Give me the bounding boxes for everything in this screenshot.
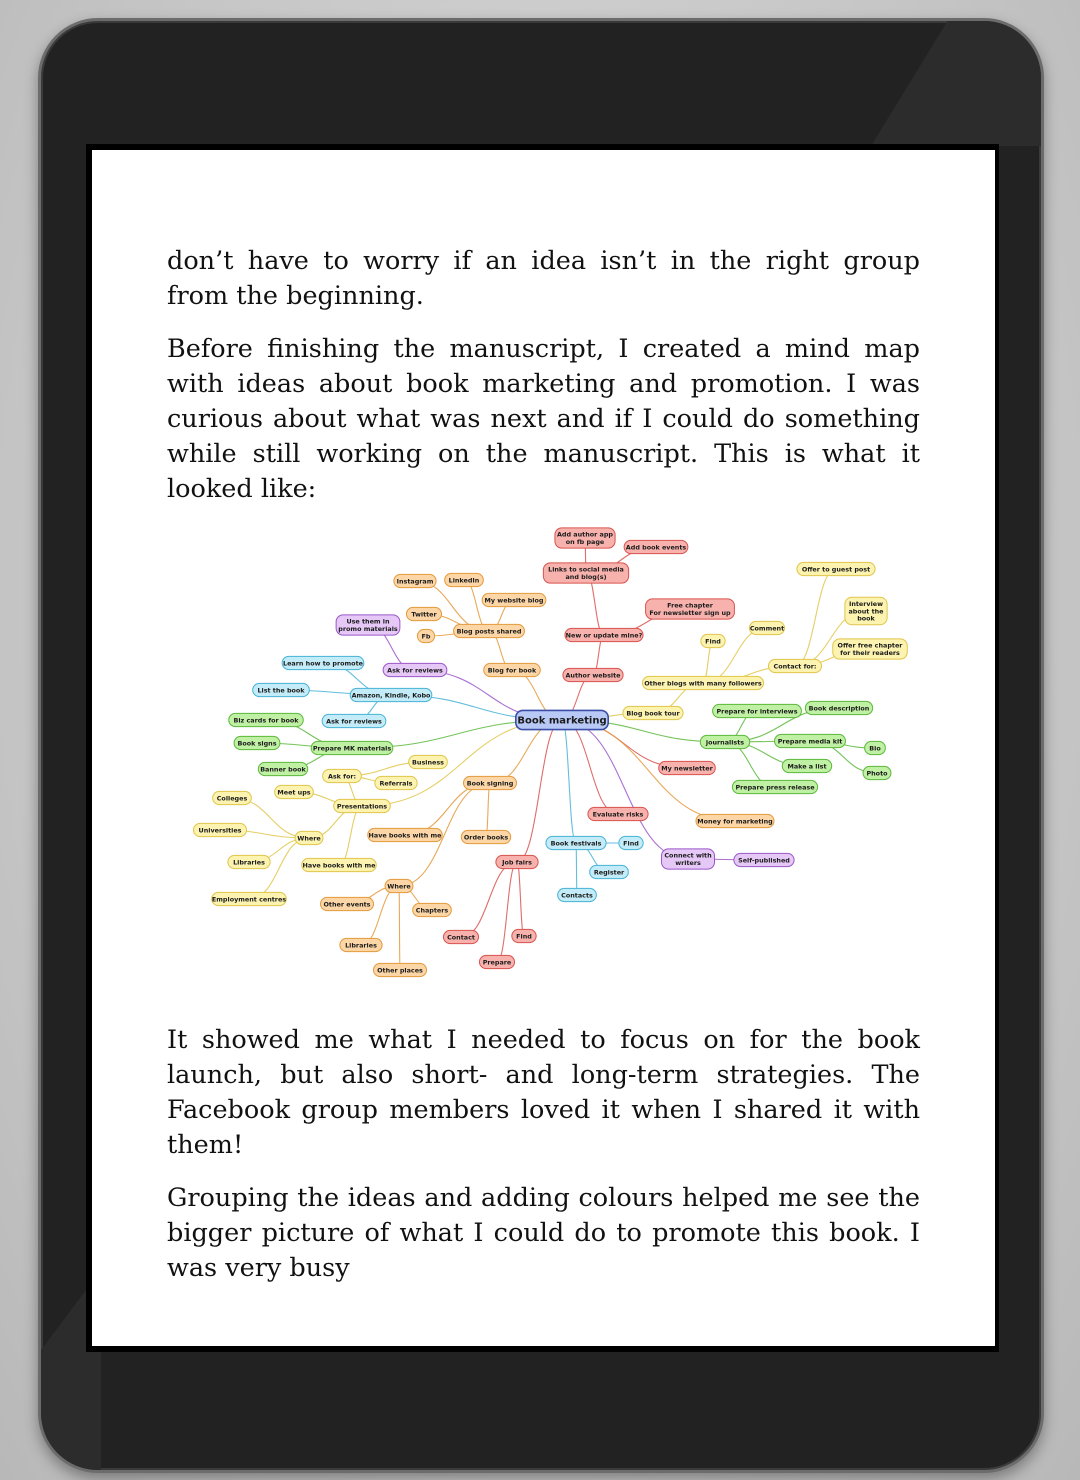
mind-map-node <box>212 892 287 905</box>
mind-map-node <box>661 849 714 869</box>
mind-map-node <box>563 668 623 681</box>
mind-map-node <box>701 634 725 647</box>
mind-map-node <box>619 836 643 849</box>
mind-map-node-label: Book signs <box>237 739 277 748</box>
mind-map-node <box>565 628 643 641</box>
mind-map-node-label: LinkedIn <box>448 576 480 585</box>
mind-map-node-label: Ask for reviews <box>387 666 443 675</box>
paragraph: Grouping the ideas and adding colours helped me see the bigger picture of what I could do to promote this book. I was very busy <box>167 1183 920 1283</box>
mind-map-node-label: Interview <box>848 600 884 609</box>
mind-map-node <box>234 736 280 749</box>
mind-map-node <box>336 615 400 635</box>
mind-map-node-label: Money for marketing <box>697 817 773 826</box>
mind-map-node <box>445 573 484 586</box>
mind-map-node <box>383 663 447 676</box>
mind-map-connector <box>486 783 490 837</box>
mind-map-node-label: Book signing <box>466 779 514 788</box>
mind-map-node-label: Contact for: <box>773 662 817 671</box>
mind-map-node <box>368 828 443 841</box>
mind-map-node <box>749 621 784 634</box>
mind-map-node-label: about the <box>848 607 884 616</box>
mind-map-node-label: Add book events <box>625 543 687 552</box>
mind-map-node <box>646 599 735 619</box>
mind-map-node <box>782 759 831 772</box>
mind-map-node-label: Other events <box>323 900 371 909</box>
mind-map-node-label: for their readers <box>840 648 900 657</box>
mind-map-node <box>193 823 246 836</box>
mind-map-node-label: Blog for book <box>487 666 537 675</box>
mind-map-node-label: Book marketing <box>517 715 607 727</box>
mind-map-node <box>516 710 608 729</box>
mind-map-node <box>768 659 821 672</box>
mind-map-node-label: Offer to guest post <box>801 565 871 574</box>
mind-map-node <box>282 656 364 669</box>
mind-map-node-label: Twitter <box>411 610 437 619</box>
mind-map-node <box>417 629 434 642</box>
mind-map-connector <box>415 581 489 631</box>
mind-map-node <box>350 688 432 701</box>
mind-map-node <box>213 791 252 804</box>
mind-map-node-label: Meet ups <box>277 788 311 797</box>
text-block-bottom <box>167 1023 920 1304</box>
mind-map-node <box>340 938 382 951</box>
mind-map-node <box>302 858 377 871</box>
mind-map-node-label: Prepare for interviews <box>716 707 798 716</box>
mind-map-node <box>443 930 478 943</box>
mind-map-node <box>642 676 763 689</box>
mind-map-node-label: Libraries <box>345 941 377 950</box>
mind-map-node <box>590 865 629 878</box>
mind-map-node <box>543 563 628 583</box>
mind-map-node-label: Presentations <box>336 802 388 811</box>
mind-map-connector <box>562 720 576 843</box>
mind-map-node <box>406 607 441 620</box>
tablet-screen <box>86 144 999 1352</box>
mind-map-node <box>253 683 310 696</box>
mind-map-node-label: Prepare MK materials <box>312 744 392 753</box>
mind-map-node-label: Libraries <box>233 858 265 867</box>
mind-map-figure <box>192 515 912 985</box>
mind-map-node-label: Blog posts shared <box>456 627 522 636</box>
mind-map-node-label: Where <box>297 834 321 843</box>
paragraph: It showed me what I needed to focus on for the book launch, but also short- and long-term strategies. The Facebook group members loved it when I shared it with them! <box>167 1025 920 1160</box>
mind-map-node-label: Links to social media <box>548 565 624 574</box>
mind-map-node <box>461 830 510 843</box>
mind-map-node-label: and blog(s) <box>565 572 607 581</box>
mind-map-node-label: Order books <box>463 833 509 842</box>
mind-map-node <box>373 963 426 976</box>
mind-map-node-label: Book description <box>808 704 870 713</box>
mind-map-node <box>659 761 716 774</box>
mind-map-node-label: Employment centres <box>211 895 287 904</box>
mind-map-node <box>558 888 597 901</box>
mind-map-node <box>375 776 417 789</box>
mind-map-node-label: Add author app <box>556 530 614 539</box>
mind-map-node <box>555 528 615 548</box>
mind-map-node-label: Where <box>387 882 411 891</box>
mind-map-node-label: Find <box>516 932 532 941</box>
mind-map-node-label: Register <box>593 868 625 877</box>
mind-map-node <box>833 639 908 659</box>
mind-map-node-label: Business <box>412 758 444 767</box>
mind-map-node <box>479 955 514 968</box>
mind-map-node <box>775 734 846 747</box>
mind-map-node <box>797 562 875 575</box>
mind-map-node <box>805 701 872 714</box>
mind-map-node-label: Connect with <box>664 851 712 860</box>
mind-map-node <box>484 663 541 676</box>
text-block-top <box>167 244 920 525</box>
paragraph: Before finishing the manuscript, I created a mind map with ideas about book marketing and promotion. I was curious about what was next and if I could do something while still working on the manuscript. This is what it looked like: <box>167 334 920 504</box>
mind-map-node <box>229 713 304 726</box>
mind-map-node <box>588 807 648 820</box>
mind-map-node <box>732 780 817 793</box>
mind-map-node-label: Instagram <box>396 577 434 586</box>
mind-map-node-label: Referrals <box>379 779 413 788</box>
mind-map-node <box>320 897 373 910</box>
mind-map-node <box>334 799 391 812</box>
mind-map-node-label: journalists <box>705 738 745 747</box>
mind-map-node-label: Prepare media kit <box>777 737 843 746</box>
mind-map-node-label: Ask for: <box>327 772 357 781</box>
mind-map-node-label: Ask for reviews <box>326 717 382 726</box>
mind-map-node-label: Offer free chapter <box>837 641 903 650</box>
mind-map-node-label: Comment <box>749 624 785 633</box>
mind-map-node <box>394 574 436 587</box>
mind-map-nodes <box>193 528 907 977</box>
mind-map-node <box>385 879 413 892</box>
mind-map-node-label: Other blogs with many followers <box>644 679 762 688</box>
mind-map-node <box>482 593 546 606</box>
mind-map-node-label: Bio <box>869 744 881 753</box>
mind-map-node-label: Have books with me <box>368 831 442 840</box>
mind-map-node-label: Self-published <box>738 856 790 865</box>
mind-map-node-label: Learn how to promote <box>283 659 363 668</box>
ebook-page[interactable] <box>92 150 995 1346</box>
mind-map-node-label: Biz cards for book <box>233 716 299 725</box>
mind-map-node <box>845 597 887 625</box>
mind-map-connector <box>576 843 577 895</box>
mind-map-connector <box>517 862 524 936</box>
mind-map-node <box>734 853 794 866</box>
mind-map-node-label: Chapters <box>415 906 449 915</box>
mind-map-node <box>228 855 270 868</box>
mind-map-node-label: Universities <box>198 826 242 835</box>
tablet-device <box>38 18 1044 1473</box>
mind-map-node-label: Banner book <box>260 765 306 774</box>
mind-map-node-label: on fb page <box>565 537 605 546</box>
mind-map-node <box>496 855 538 868</box>
mind-map-connector <box>361 886 399 945</box>
mind-map-node <box>623 706 683 719</box>
mind-map-node-label: Contacts <box>561 891 593 900</box>
mind-map-node-label: Find <box>705 637 721 646</box>
mind-map-node-label: Prepare <box>482 958 512 967</box>
mind-map-node <box>624 540 688 553</box>
mind-map-node <box>409 755 448 768</box>
mind-map-connector <box>497 862 517 962</box>
mind-map-node-label: Colleges <box>216 794 248 803</box>
mind-map-node-label: Use them in <box>346 617 390 626</box>
mind-map-node-label: New or update mine? <box>565 631 643 640</box>
mind-map-node <box>275 785 314 798</box>
mind-map-node-label: For newsletter sign up <box>649 608 731 617</box>
mind-map-node-label: Evaluate risks <box>592 810 644 819</box>
mind-map-node <box>323 769 362 782</box>
mind-map-node <box>512 929 536 942</box>
mind-map-node <box>713 704 802 717</box>
mind-map-node <box>311 741 393 754</box>
mind-map-node-label: Fb <box>421 632 431 641</box>
mind-map-node <box>863 766 891 779</box>
mind-map-node-label: book <box>857 614 875 623</box>
mind-map-node-label: My website blog <box>484 596 544 605</box>
mind-map-connector <box>795 569 836 666</box>
mind-map-connector <box>399 886 400 970</box>
mind-map-node <box>454 624 525 637</box>
mind-map-node-label: Free chapter <box>667 601 713 610</box>
mind-map-node-label: Job fairs <box>502 858 532 867</box>
mind-map-node-label: Contact <box>447 933 475 942</box>
mind-map-node-label: Author website <box>565 671 621 680</box>
mind-map-node <box>295 831 323 844</box>
bezel-glare-top <box>871 21 1041 146</box>
mind-map-node-label: Blog book tour <box>626 709 680 718</box>
mind-map-node-label: Prepare press release <box>735 783 815 792</box>
mind-map-node <box>413 903 452 916</box>
mind-map-node <box>546 836 606 849</box>
mind-map-node <box>696 814 774 827</box>
mind-map-node-label: My newsletter <box>661 764 713 773</box>
paragraph: don’t have to worry if an idea isn’t in the right group from the beginning. <box>167 246 920 311</box>
mind-map-node-label: Amazon, Kindle, Kobo <box>351 691 431 700</box>
mind-map-node <box>322 714 386 727</box>
mind-map-node <box>700 735 749 748</box>
mind-map-node-label: Book festivals <box>550 839 602 848</box>
mind-map-node <box>865 741 886 754</box>
mind-map-node-label: Find <box>623 839 639 848</box>
mind-map-node <box>463 776 516 789</box>
mind-map-node-label: Make a list <box>787 762 827 771</box>
mind-map-node-label: List the book <box>257 686 305 695</box>
mind-map-node-label: writers <box>675 858 701 867</box>
mind-map-node-label: Other places <box>377 966 423 975</box>
mind-map-node-label: Have books with me <box>302 861 376 870</box>
mind-map-node <box>258 762 307 775</box>
mind-map-node-label: promo materials <box>338 624 398 633</box>
mind-map-node-label: Photo <box>866 769 888 778</box>
